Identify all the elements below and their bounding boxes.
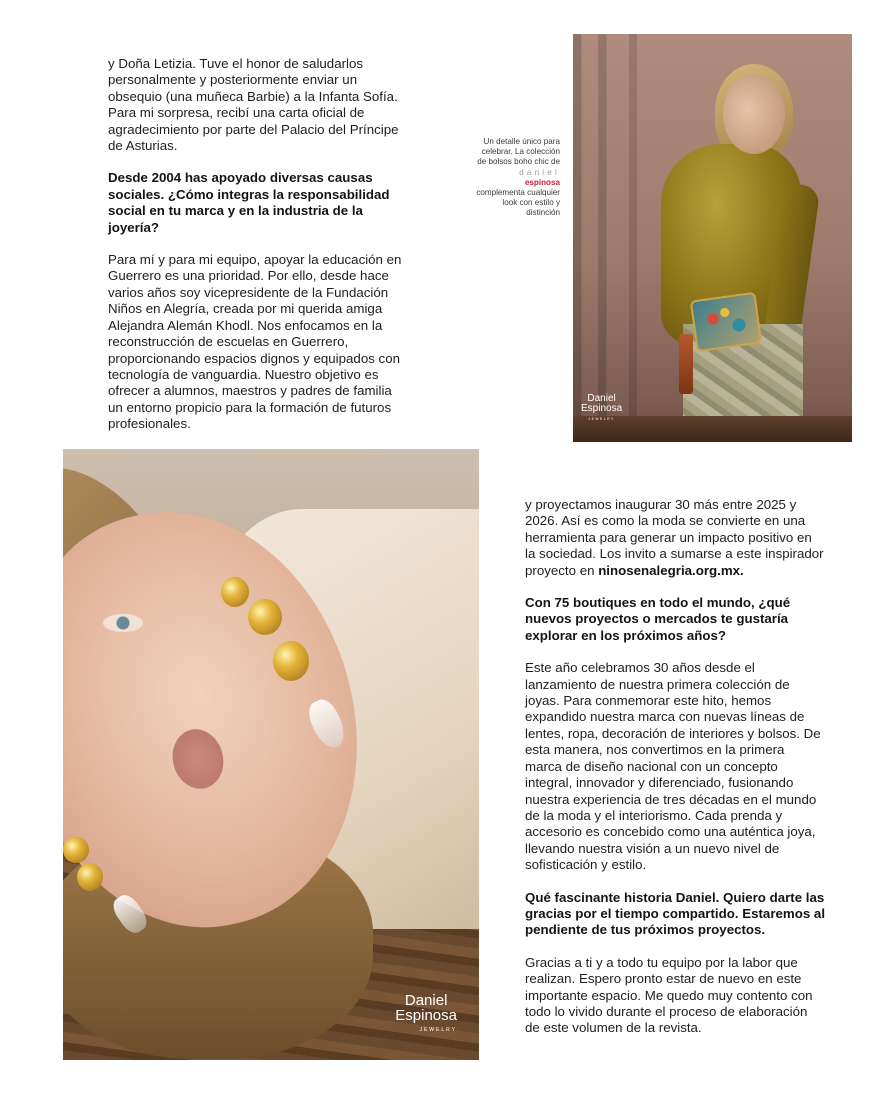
- brand-logo: [581, 394, 622, 424]
- paragraph-text: y proyectamos inaugurar 30 más entre 2025 y 2026. Así es como la moda se convierte en una herramienta para generar un impacto positivo en la sociedad. Los invito a sumarse a este inspirador proyecto en: [525, 497, 824, 578]
- logo-line2: Espinosa: [395, 1007, 457, 1024]
- interview-question: Con 75 boutiques en todo el mundo, ¿qué nuevos proyectos o mercados te gustaría explorar en los próximos años?: [525, 595, 791, 643]
- earring-bead: [63, 837, 89, 863]
- earring-bead: [77, 863, 103, 891]
- paragraph: Este año celebramos 30 años desde el lanzamiento de nuestra primera colección de joyas. Para conmemorar este hito, hemos expandido nuestra marca con nuevas líneas de lentes, ropa, decoración de interiores y bolsos. De esta manera, nos convertimos en la primera marca de diseño nacional con un concepto integral, innovador y diferenciado, fusionando nuestra experiencia de tres décadas en el mundo de la moda y el interiorismo. Cada prenda y accesorio es concebido como una auténtica joya, llevando nuestra visión a un nuevo nivel de sofisticación y estilo.: [525, 660, 821, 873]
- logo-line1: Daniel: [587, 393, 616, 404]
- caption-brand-line2: espinosa: [524, 177, 560, 187]
- article-column-top: [108, 56, 410, 481]
- boho-bag: [690, 292, 763, 353]
- logo-sub: JEWELRY: [588, 417, 615, 421]
- paragraph: Gracias a ti y a todo tu equipo por la labor que realizan. Espero pronto estar de nuevo en este importante espacio. Me quedo muy contento con todo lo vivido durante el proceso de elaboración de este volumen de la revista.: [525, 954, 813, 1036]
- article-column-bottom: [525, 497, 825, 1053]
- caption-text-2: complementa cualquier look con estilo y distinción: [476, 188, 560, 218]
- logo-line1: Daniel: [404, 992, 448, 1009]
- foundation-link[interactable]: ninosenalegria.org.mx.: [598, 562, 744, 578]
- brand-logo: [395, 993, 457, 1038]
- photo-caption: [472, 137, 560, 219]
- paragraph: y Doña Letizia. Tuve el honor de saludarlos personalmente y posteriormente enviar un obsequio (una muñeca Barbie) a la Infanta Sofía. Para mi sorpresa, recibí una carta oficial de agradecimiento por parte del Palacio del Príncipe de Asturias.: [108, 56, 399, 154]
- paragraph: Para mí y para mi equipo, apoyar la educación en Guerrero es una prioridad. Por ello, desde hace varios años soy vicepresidente de la Fundación Niños en Alegría, creada por mi querida amiga Alejandra Alemán Khodl. Nos enfocamos en la reconstrucción de escuelas en Guerrero, proporcionando espacios dignos y equipados con tecnología de vanguardia. Nuestro objetivo es ofrecer a alumnos, maestros y padres de familia un entorno propicio para la formación de futuros profesionales.: [108, 252, 402, 432]
- interview-question: Qué fascinante historia Daniel. Quiero darte las gracias por el tiempo compartido. Estaremos al pendiente de tus próximos proyectos.: [525, 889, 826, 938]
- logo-line2: Espinosa: [581, 403, 623, 414]
- earring-bead: [273, 641, 309, 681]
- photo-model-with-bag: [573, 34, 852, 442]
- photo-model-with-earrings: [63, 449, 479, 1060]
- caption-brand-line1: daniel: [519, 167, 560, 177]
- logo-sub: JEWELRY: [419, 1027, 457, 1033]
- interview-question: Desde 2004 has apoyado diversas causas sociales. ¿Cómo integras la responsabilidad social en tu marca y en la industria de la joyería?: [108, 170, 390, 235]
- paragraph: [525, 497, 825, 579]
- earring-bead: [221, 577, 249, 607]
- earring-bead: [248, 599, 282, 635]
- caption-text: Un detalle único para celebrar. La colección de bolsos boho chic de: [477, 137, 560, 167]
